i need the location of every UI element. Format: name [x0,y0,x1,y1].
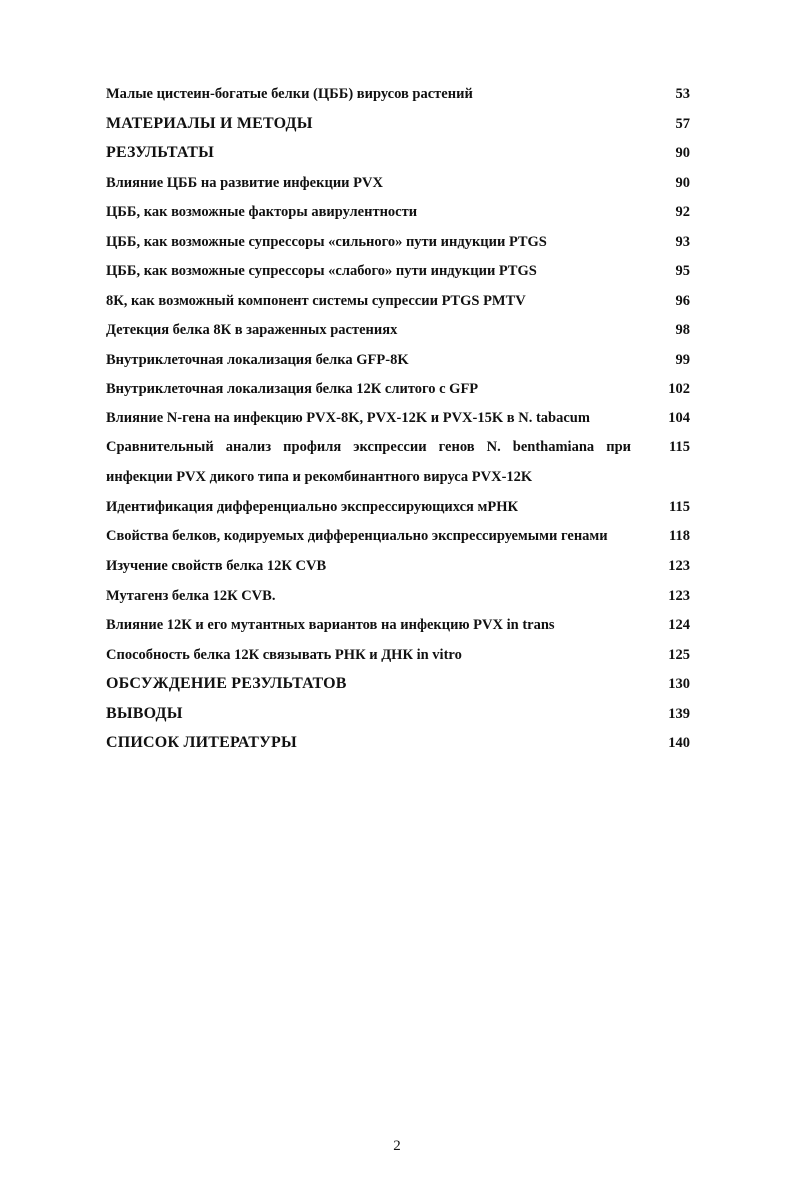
toc-entry-page: 98 [675,322,690,338]
toc-entry-page: 124 [668,617,690,633]
toc-entry [106,674,690,694]
toc-entry [106,320,690,340]
toc-entry-title: 8К, как возможный компонент системы супрессии PTGS PMTV [106,292,526,309]
toc-entry [106,379,690,399]
toc-entry-page: 57 [675,115,690,132]
toc-entry [106,232,690,252]
toc-entry-title: Идентификация дифференциально экспрессирующихся мРНК [106,499,519,515]
toc-entry-title: Внутриклеточная локализация белка GFP-8K [106,351,409,368]
toc-entry-title: Изучение свойств белка 12К CVB [106,558,327,574]
toc-entry-page: 140 [668,735,690,751]
toc-entry [106,202,690,222]
toc-entry-title: ЦББ, как возможные супрессоры «слабого» пути индукции PTGS [106,263,537,279]
toc-entry-title: Влияние N-гена на инфекцию PVX-8K, PVX-12K и PVX-15K в N. tabacum [106,409,590,426]
toc-entry-title: ВЫВОДЫ [106,704,183,722]
toc-entry-page: 118 [669,527,690,544]
toc-entry [106,615,690,635]
toc-entry-title: Малые цистеин-богатые белки (ЦББ) вирусов растений [106,86,473,102]
toc-entry [106,586,690,606]
toc-entry [106,404,690,434]
toc-entry [106,556,690,576]
toc-entry-title: ЦББ, как возможные факторы авирулентности [106,204,418,220]
toc-entry-page: 104 [668,409,690,426]
toc-entry [106,645,690,665]
toc-entry [106,84,690,104]
toc-entry-title: Свойства белков, кодируемых дифференциально экспрессируемыми генами [106,527,608,544]
toc-entry-page: 115 [669,439,690,455]
toc-entry [106,114,690,134]
toc-entry [106,261,690,281]
toc-entry-page: 93 [675,233,690,250]
toc-entry-title: Детекция белка 8К в зараженных растениях [106,322,398,338]
toc-entry-title: РЕЗУЛЬТАТЫ [106,144,215,161]
toc-entry [106,733,690,753]
toc-entry-page: 115 [669,499,690,515]
table-of-contents [106,84,690,763]
toc-entry [106,497,690,517]
toc-entry-title: Мутагенз белка 12К CVB. [106,587,276,604]
toc-entry [106,143,690,163]
toc-entry-title: Внутриклеточная локализация белка 12К слитого с GFP [106,381,479,397]
toc-entry-title: МАТЕРИАЛЫ И МЕТОДЫ [106,114,313,132]
toc-entry-page: 123 [668,587,690,604]
toc-entry-page: 99 [675,351,690,368]
toc-entry-title: ОБСУЖДЕНИЕ РЕЗУЛЬТАТОВ [106,675,347,692]
toc-entry-page: 139 [668,705,690,722]
toc-entry [106,291,690,311]
toc-entry-page: 90 [675,145,690,161]
toc-entry [106,350,690,370]
toc-entry-page: 125 [668,646,690,663]
page-number: 2 [393,1138,401,1154]
toc-entry [106,433,690,492]
toc-entry [106,173,690,193]
toc-entry-page: 130 [668,676,690,692]
toc-entry-title: Влияние 12К и его мутантных вариантов на инфекцию PVX in trans [106,617,555,633]
toc-entry-title: Влияние ЦББ на развитие инфекции PVX [106,174,383,191]
toc-entry-page: 102 [668,381,690,397]
toc-entry-title: СПИСОК ЛИТЕРАТУРЫ [106,734,297,751]
toc-entry-page: 96 [675,292,690,309]
toc-entry-page: 123 [668,558,690,574]
toc-entry-title: Способность белка 12К связывать РНК и ДНК in vitro [106,646,462,663]
toc-entry [106,704,690,724]
toc-entry-page: 90 [675,174,690,191]
toc-entry-page: 95 [675,263,690,279]
toc-entry [106,522,690,552]
toc-entry-page: 92 [675,204,690,220]
toc-entry-page: 53 [675,86,690,102]
toc-entry-title: ЦББ, как возможные супрессоры «сильного» пути индукции PTGS [106,233,547,250]
toc-entry-title: Сравнительный анализ профиля экспрессии генов N. benthamiana при инфекции PVX дикого типа и рекомбинантного вируса PVX-12K [106,439,631,485]
